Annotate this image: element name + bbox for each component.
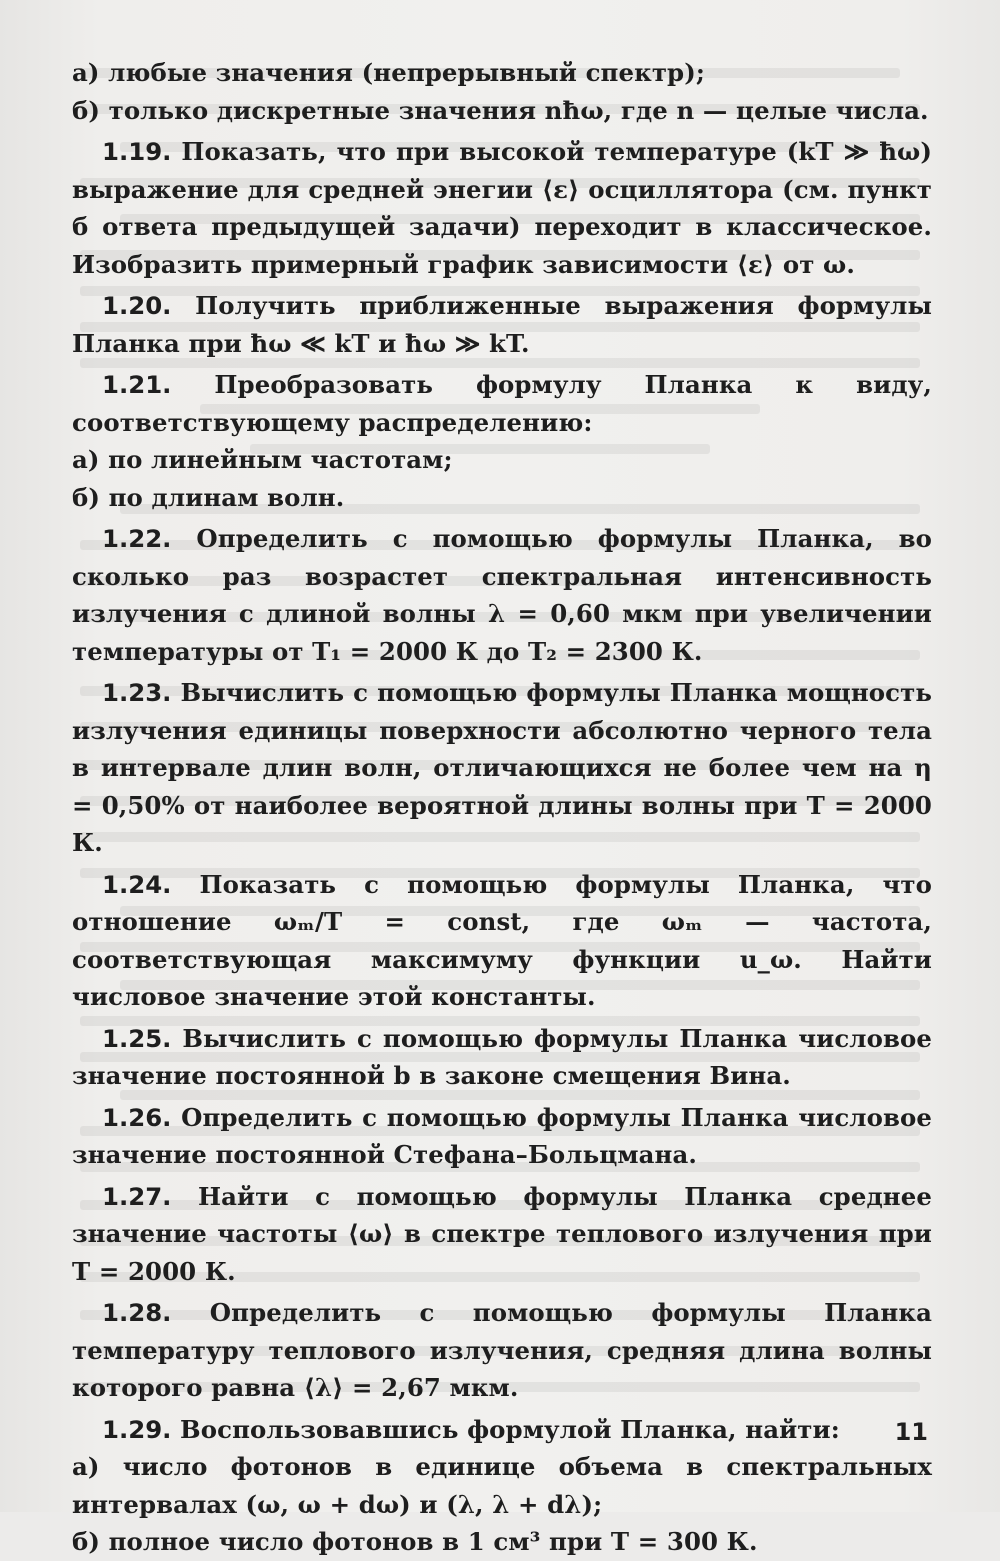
problem-1-21 — [72, 366, 932, 441]
problem-text: Определить с помощью формулы Планка, во сколько раз возрастет спектральная интенсивность излучения с длиной волны λ = 0,60 мкм при увеличении температуры от T₁ = 2000 К до T₂ = 2300 К. — [72, 524, 933, 666]
problem-number: 1.20. — [102, 291, 172, 320]
problem-text: Показать с помощью формулы Планка, что отношение ωₘ/T = const, где ωₘ — частота, соответствующая максимуму функции u_ω. Найти числовое значение этой константы. — [72, 869, 933, 1011]
problem-1-29-option-b: б) полное число фотонов в 1 см³ при T = 300 К. — [72, 1527, 758, 1556]
problem-1-24 — [72, 866, 932, 1016]
problem-1-26 — [72, 1099, 932, 1174]
problem-text: Воспользовавшись формулой Планка, найти: — [180, 1414, 840, 1444]
problem-number: 1.29. — [102, 1414, 172, 1444]
problem-text: Вычислить с помощью формулы Планка числовое значение постоянной b в законе смещения Вина. — [72, 1023, 932, 1090]
answer-option-b-discrete: б) только дискретные значения nħω, где n — целые числа. — [72, 95, 929, 125]
problem-number: 1.28. — [102, 1298, 172, 1327]
problem-number: 1.22. — [102, 524, 172, 553]
problem-1-29 — [72, 1411, 932, 1449]
problem-1-27 — [72, 1178, 932, 1291]
problem-number: 1.27. — [102, 1181, 172, 1211]
problem-1-28 — [72, 1294, 932, 1407]
problem-1-23 — [72, 674, 932, 862]
problem-1-21-option-b: б) по длинам волн. — [72, 482, 345, 512]
problem-1-22 — [72, 520, 932, 670]
problem-number: 1.26. — [102, 1102, 172, 1132]
problem-text: Определить с помощью формулы Планка числовое значение постоянной Стефана–Больцмана. — [72, 1102, 932, 1169]
problem-text: Получить приближенные выражения формулы Планка при ħω ≪ kT и ħω ≫ kT. — [72, 291, 932, 358]
problem-text: Найти с помощью формулы Планка среднее значение частоты ⟨ω⟩ в спектре теплового излучения при T = 2000 К. — [72, 1181, 932, 1286]
problem-1-21-option-a: а) по линейным частотам; — [72, 445, 453, 474]
problem-text: Определить с помощью формулы Планка температуру теплового излучения, средняя длина волны которого равна ⟨λ⟩ = 2,67 мкм. — [72, 1298, 933, 1402]
problem-1-25 — [72, 1020, 932, 1095]
problem-number: 1.19. — [102, 137, 172, 166]
problem-text: Показать, что при высокой температуре (kT ≫ ħω) выражение для средней энегии ⟨ε⟩ осциллятора (см. пункт б ответа предыдущей задачи) переходит в классическое. Изобразить примерный график зависимости ⟨ε⟩ от ω. — [72, 137, 932, 279]
problem-number: 1.24. — [102, 869, 172, 899]
problem-1-20 — [72, 287, 932, 362]
problem-number: 1.23. — [102, 678, 172, 707]
problem-number: 1.25. — [102, 1023, 172, 1053]
page-number: 11 — [894, 1418, 928, 1446]
answer-option-a-continuous: а) любые значения (непрерывный спектр); — [72, 58, 705, 87]
problem-number: 1.21. — [102, 370, 172, 399]
problem-1-19 — [72, 133, 932, 283]
page-text — [72, 54, 932, 1561]
problem-text: Преобразовать формулу Планка к виду, соответствующему распределению: — [72, 370, 932, 437]
problem-text: Вычислить с помощью формулы Планка мощность излучения единицы поверхности абсолютно черного тела в интервале длин волн, отличающихся не более чем на η = 0,50% от наиболее вероятной длины волны при T = 2000 К. — [72, 678, 932, 857]
problem-1-29-option-a: а) число фотонов в единице объема в спектральных интервалах (ω, ω + dω) и (λ, λ + dλ); — [72, 1452, 932, 1519]
